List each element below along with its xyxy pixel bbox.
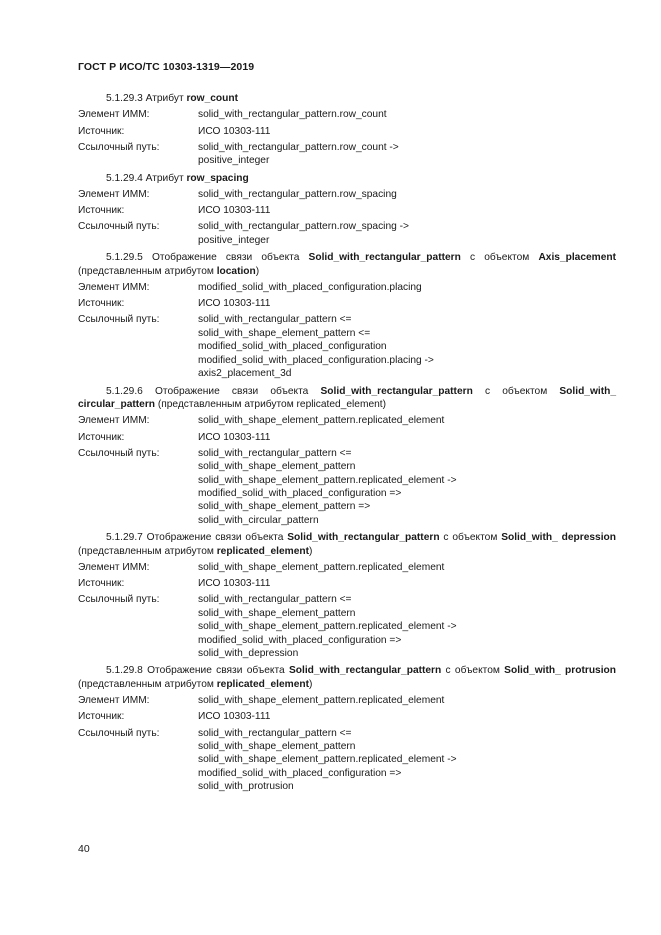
source-row-value: ИСО 10303-111 [198, 298, 271, 310]
path-line: solid_with_rectangular_pattern <= [198, 594, 352, 606]
path-line: solid_with_shape_element_pattern.replicated_element -> [198, 754, 457, 766]
path-line: solid_with_shape_element_pattern [198, 741, 356, 753]
path-line: solid_with_shape_element_pattern => [198, 501, 371, 513]
path-row [78, 447, 616, 527]
path-line: solid_with_circular_pattern [198, 514, 319, 526]
path-line: solid_with_rectangular_pattern.row_count -> [198, 141, 399, 153]
source-row-label: Источник: [78, 578, 125, 590]
element-row-label: Элемент ИММ: [78, 415, 150, 427]
document-body [78, 92, 616, 798]
section-heading [78, 251, 616, 278]
heading-text: ) [309, 678, 313, 690]
heading-bold-term: Solid_with_rectangular_pattern [320, 385, 473, 397]
element-row-label: Элемент ИММ: [78, 695, 150, 707]
heading-text: 5.1.29.6 Отображение связи объекта [106, 385, 321, 397]
source-row-label: Источник: [78, 298, 125, 310]
heading-bold-term: Solid_with_rectangular_pattern [288, 665, 442, 677]
source-row [78, 297, 616, 310]
path-row-value [198, 141, 616, 168]
mapping-section [78, 385, 616, 528]
section-heading [78, 172, 616, 185]
source-row-label: Источник: [78, 205, 125, 217]
path-row [78, 593, 616, 660]
path-row-label: Ссылочный путь: [78, 141, 160, 153]
section-heading [78, 92, 616, 105]
heading-text: с объектом [439, 532, 502, 544]
page-header-title: ГОСТ Р ИСО/ТС 10303-1319—2019 [78, 61, 255, 73]
path-line: modified_solid_with_placed_configuration.placing -> [198, 354, 434, 366]
heading-bold-term: location [216, 265, 256, 277]
path-line: modified_solid_with_placed_configuration => [198, 634, 402, 646]
path-line: solid_with_depression [198, 648, 299, 659]
source-row-value: ИСО 10303-111 [198, 431, 271, 443]
heading-text: 5.1.29.7 Отображение связи объекта [106, 532, 288, 544]
path-line: modified_solid_with_placed_configuration => [198, 767, 402, 779]
heading-text: 5.1.29.3 Атрибут [106, 93, 187, 104]
element-row [78, 694, 616, 707]
path-line: solid_with_shape_element_pattern.replicated_element -> [198, 474, 457, 486]
path-line: solid_with_rectangular_pattern.row_spacing -> [198, 221, 409, 233]
heading-bold-term: row_spacing [186, 172, 249, 184]
element-row-label: Элемент ИММ: [78, 109, 150, 121]
section-heading [78, 664, 616, 691]
heading-text: ) [309, 545, 313, 557]
path-row-value [198, 447, 616, 527]
source-row [78, 204, 616, 217]
path-line: solid_with_rectangular_pattern <= [198, 447, 352, 459]
heading-text: с объектом [472, 385, 560, 397]
source-row [78, 125, 616, 138]
element-row [78, 281, 616, 294]
element-row [78, 108, 616, 121]
source-row [78, 577, 616, 590]
section-heading [78, 531, 616, 558]
element-row-value: modified_solid_with_placed_configuration.placing [198, 282, 422, 294]
heading-text: с объектом [441, 665, 505, 677]
heading-text: (представленным атрибутом [78, 265, 217, 277]
path-row-label: Ссылочный путь: [78, 447, 160, 459]
element-row [78, 414, 616, 427]
path-row [78, 141, 616, 168]
heading-bold-term: replicated_element [216, 678, 309, 690]
path-line: modified_solid_with_placed_configuration => [198, 487, 402, 499]
mapping-section [78, 531, 616, 660]
path-line: positive_integer [198, 155, 270, 167]
path-line: solid_with_shape_element_pattern [198, 607, 356, 619]
heading-bold-term: Solid_with_ circular_pattern [78, 385, 616, 410]
mapping-section [78, 664, 616, 793]
mapping-section [78, 92, 616, 168]
heading-text: ) [255, 265, 260, 277]
path-line: positive_integer [198, 234, 270, 246]
path-row-label: Ссылочный путь: [78, 314, 160, 326]
source-row [78, 710, 616, 723]
element-row-label: Элемент ИММ: [78, 282, 150, 294]
heading-bold-term: Solid_with_rectangular_pattern [308, 252, 461, 264]
heading-bold-term: Solid_with_ protrusion [504, 665, 616, 677]
mapping-section [78, 172, 616, 248]
heading-text: с объектом [460, 252, 539, 264]
element-row [78, 188, 616, 201]
source-row-label: Источник: [78, 431, 125, 443]
source-row-value: ИСО 10303-111 [198, 125, 271, 137]
element-row-label: Элемент ИММ: [78, 189, 150, 201]
path-line: solid_with_shape_element_pattern.replicated_element -> [198, 621, 457, 633]
element-row-value: solid_with_shape_element_pattern.replicated_element [198, 561, 445, 573]
heading-bold-term: replicated_element [216, 545, 309, 557]
path-row-value [198, 220, 616, 247]
path-line: solid_with_shape_element_pattern [198, 461, 356, 473]
path-row [78, 727, 616, 794]
source-row-value: ИСО 10303-111 [198, 578, 271, 590]
element-row-value: solid_with_shape_element_pattern.replicated_element [198, 695, 445, 707]
source-row-value: ИСО 10303-111 [198, 205, 271, 217]
source-row [78, 431, 616, 444]
element-row [78, 561, 616, 574]
path-row-value [198, 727, 616, 794]
heading-text: (представленным атрибутом [78, 678, 217, 690]
path-line: solid_with_protrusion [198, 781, 294, 793]
path-line: axis2_placement_3d [198, 368, 292, 380]
heading-bold-term: Solid_with_rectangular_pattern [287, 532, 440, 544]
path-line: solid_with_rectangular_pattern <= [198, 727, 352, 739]
path-line: solid_with_shape_element_pattern <= [198, 327, 371, 339]
path-row-label: Ссылочный путь: [78, 594, 160, 606]
path-row-label: Ссылочный путь: [78, 727, 160, 739]
heading-text: 5.1.29.4 Атрибут [106, 172, 187, 184]
heading-text: 5.1.29.8 Отображение связи объекта [106, 665, 289, 677]
element-row-value: solid_with_rectangular_pattern.row_spacing [198, 189, 397, 201]
path-row [78, 313, 616, 380]
heading-text: (представленным атрибутом replicated_element) [155, 398, 387, 410]
path-row-value [198, 593, 616, 660]
heading-text: (представленным атрибутом [78, 545, 217, 557]
element-row-label: Элемент ИММ: [78, 561, 150, 573]
path-line: solid_with_rectangular_pattern <= [198, 314, 352, 326]
mapping-section [78, 251, 616, 380]
page-number: 40 [78, 843, 90, 855]
source-row-label: Источник: [78, 125, 125, 137]
path-line: modified_solid_with_placed_configuration [198, 341, 387, 353]
element-row-value: solid_with_rectangular_pattern.row_count [198, 109, 387, 121]
heading-bold-term: Solid_with_ depression [501, 532, 616, 544]
heading-bold-term: row_count [186, 93, 238, 104]
section-heading [78, 385, 616, 412]
path-row [78, 220, 616, 247]
path-row-label: Ссылочный путь: [78, 221, 160, 233]
path-row-value [198, 313, 616, 380]
heading-bold-term: Axis_placement [538, 252, 617, 264]
source-row-label: Источник: [78, 711, 125, 723]
heading-text: 5.1.29.5 Отображение связи объекта [106, 252, 309, 264]
element-row-value: solid_with_shape_element_pattern.replicated_element [198, 415, 445, 427]
source-row-value: ИСО 10303-111 [198, 711, 271, 723]
